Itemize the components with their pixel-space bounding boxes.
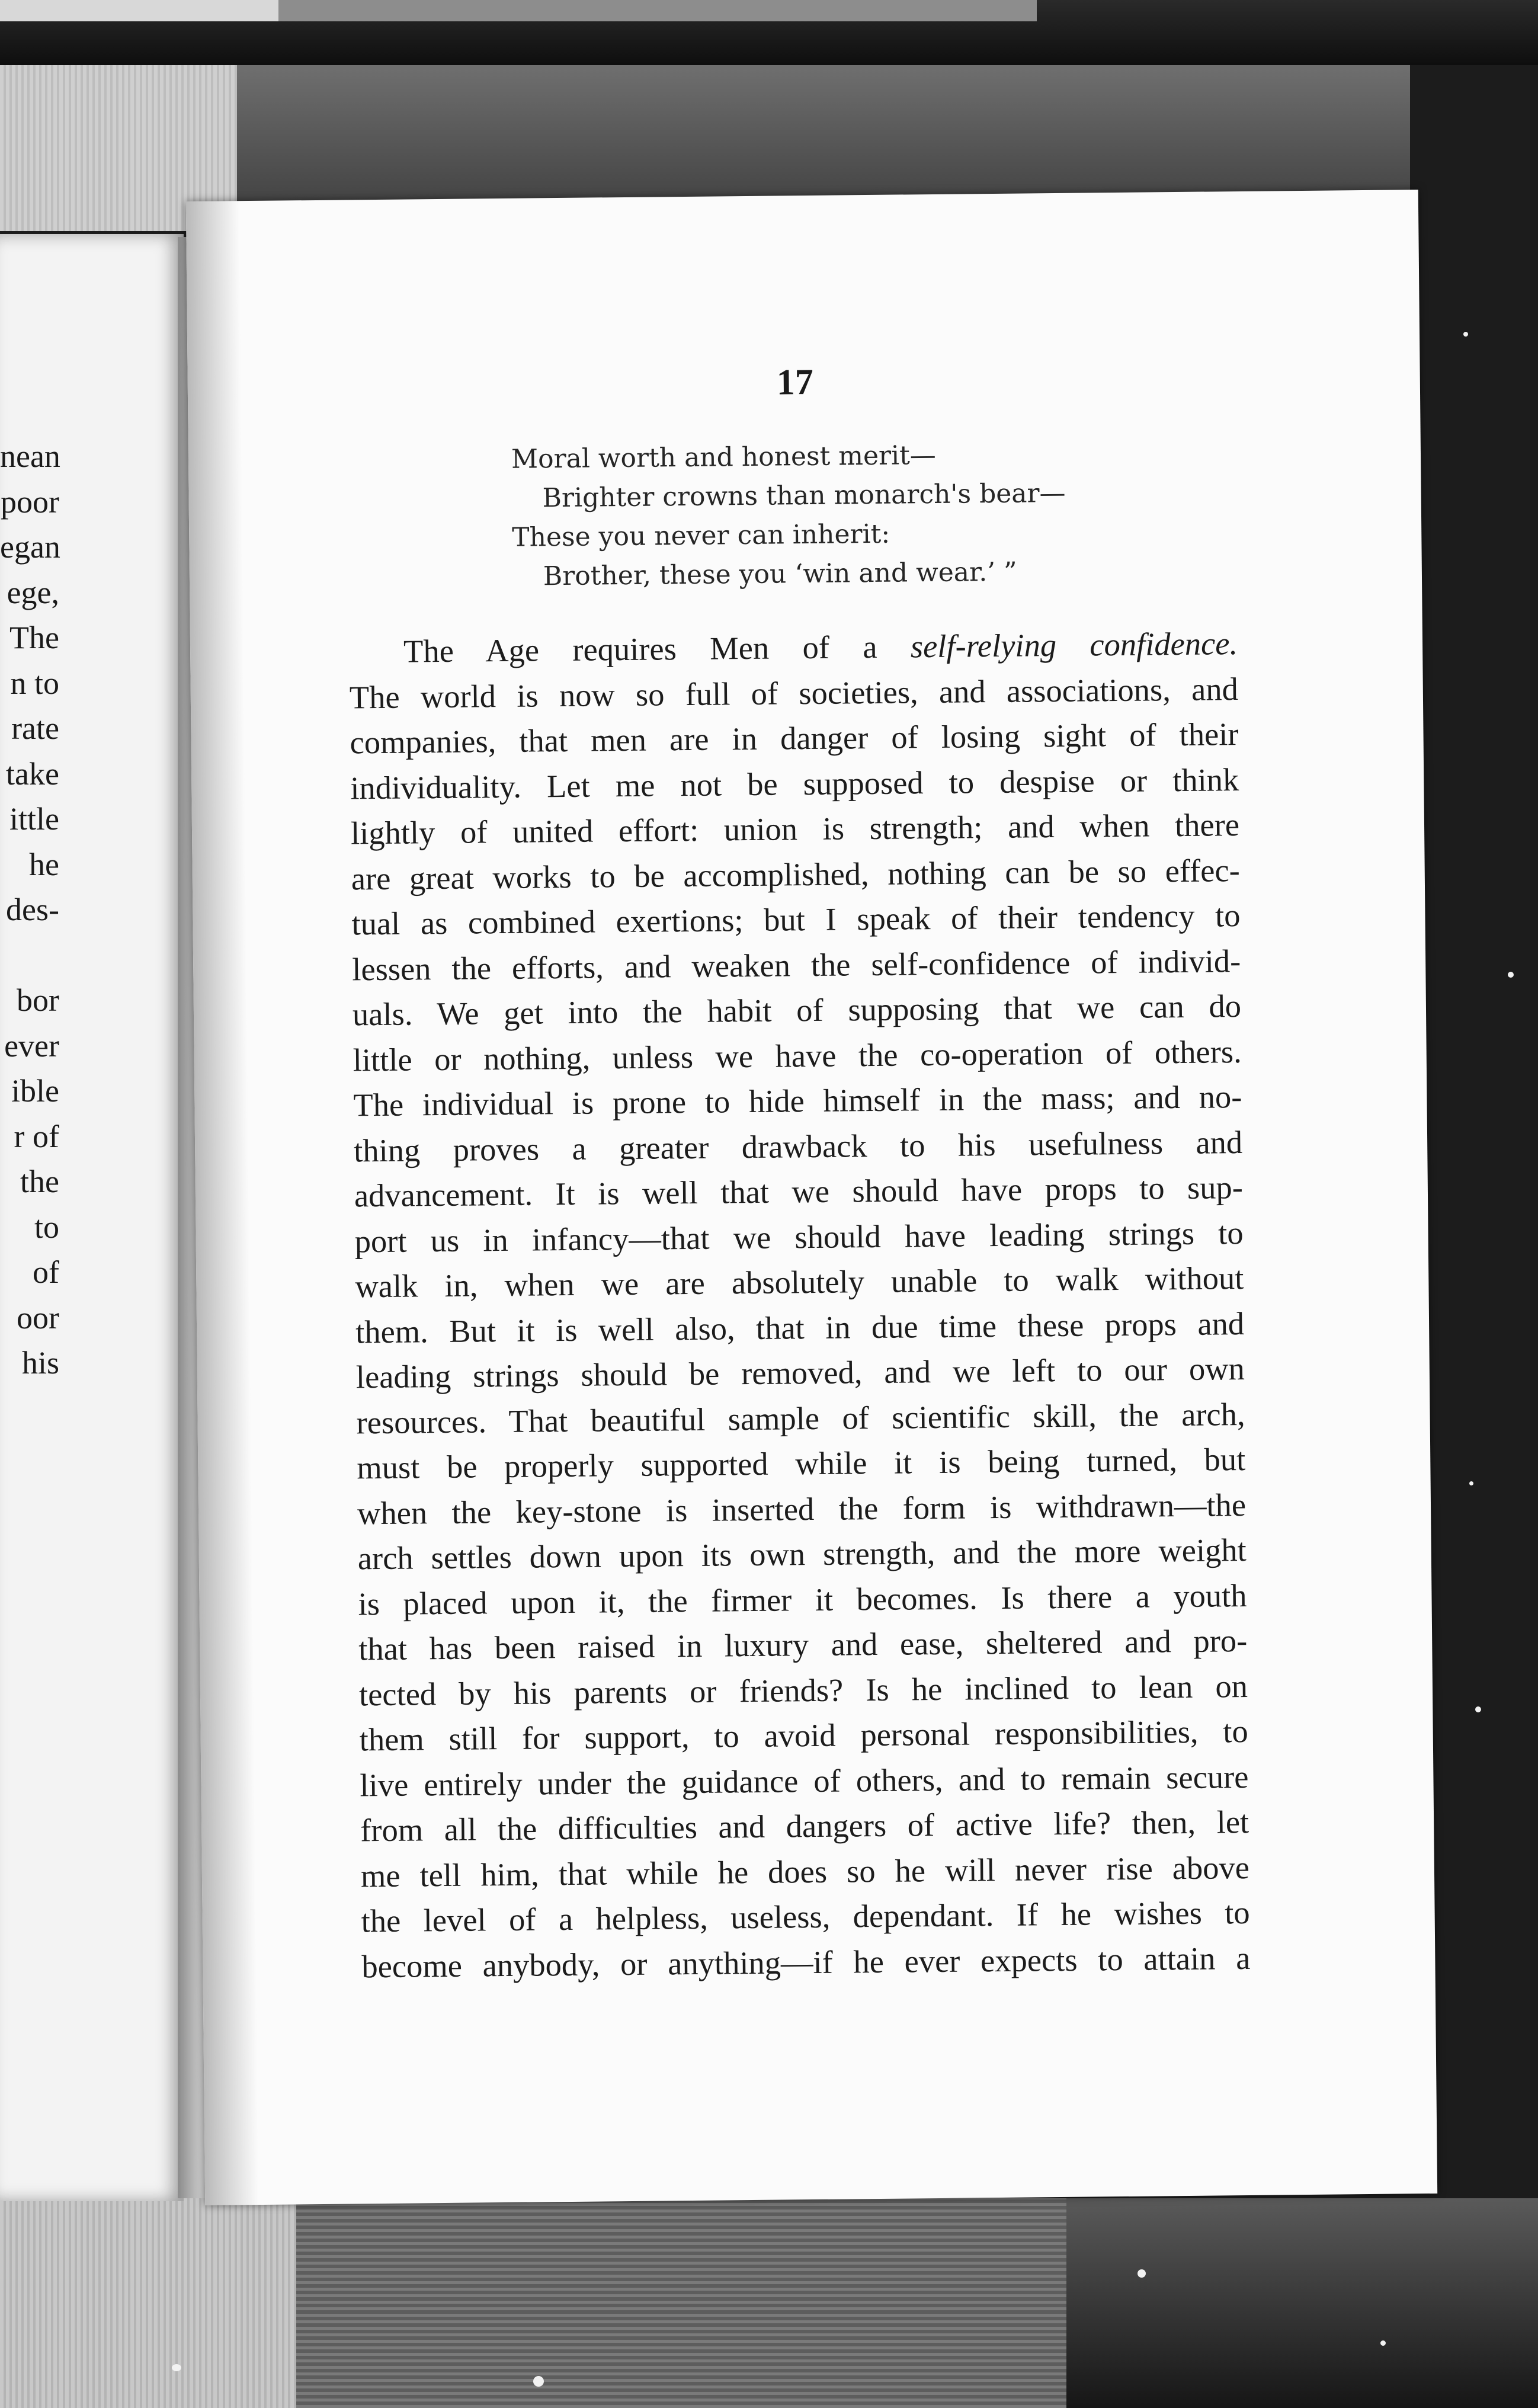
paragraph-line: must be properly supported while it is being turned, but xyxy=(357,1440,1246,1486)
paragraph-line: them. But it is well also, that in due time these props and xyxy=(355,1305,1245,1350)
facing-page-line: to xyxy=(34,1209,59,1245)
paragraph-line: become anybody, or anything—if he ever expects to attain a xyxy=(361,1939,1251,1984)
paragraph-line: live entirely under the guidance of others, and to remain secure xyxy=(360,1758,1249,1803)
facing-page-line: oor xyxy=(17,1299,59,1336)
paragraph-line: walk in, when we are absolutely unable to walk without xyxy=(355,1260,1244,1305)
paragraph-line: are great works to be accomplished, nothing can be so effec- xyxy=(351,851,1241,896)
paragraph-line: The world is now so full of societies, and associations, and xyxy=(349,670,1239,715)
facing-page-line: ible xyxy=(11,1073,59,1109)
paragraph-line: little or nothing, unless we have the co-operation of others. xyxy=(353,1033,1242,1078)
emphasis-text: self-relying confidence. xyxy=(910,625,1238,665)
paragraph-line: tual as combined exertions; but I speak of their tendency to xyxy=(351,897,1241,942)
paragraph-opening: The Age requires Men of a xyxy=(403,628,877,670)
book-cloth-bottom xyxy=(0,2198,296,2408)
paragraph-line: arch settles down upon its own strength, and the more weight xyxy=(357,1531,1247,1577)
facing-page-line: ege, xyxy=(7,574,59,610)
dust-speck xyxy=(1380,2340,1386,2346)
facing-page-line: ever xyxy=(4,1027,59,1064)
paragraph-line: thing proves a greater drawback to his usefulness and xyxy=(353,1123,1243,1168)
facing-page-line: poor xyxy=(1,483,59,520)
verse-line: Moral worth and honest merit— xyxy=(511,440,937,475)
verse-line: These you never can inherit: xyxy=(512,518,890,553)
facing-page-line: egan xyxy=(0,529,60,565)
page-number: 17 xyxy=(776,361,814,403)
paragraph-line: tected by his parents or friends? Is he inclined to lean on xyxy=(358,1667,1248,1712)
facing-page-line: rate xyxy=(11,710,59,746)
dust-speck xyxy=(172,2364,181,2371)
facing-page-line: n to xyxy=(10,665,59,701)
paragraph-line: lessen the efforts, and weaken the self-confidence of individ- xyxy=(351,942,1241,987)
paragraph-line: lightly of united effort: union is strength; and when there xyxy=(350,806,1240,851)
dust-speck xyxy=(1138,2269,1146,2278)
book-page xyxy=(186,190,1437,2205)
facing-page-line: r of xyxy=(14,1118,59,1154)
dust-speck xyxy=(1463,332,1468,337)
paragraph-line: The individual is prone to hide himself in the mass; and no- xyxy=(353,1078,1242,1123)
facing-page-line xyxy=(0,933,59,978)
facing-page-line: ittle xyxy=(9,801,59,837)
paragraph-line: when the key-stone is inserted the form is withdrawn—the xyxy=(357,1486,1247,1531)
dust-speck xyxy=(533,2376,544,2387)
facing-page-line: his xyxy=(21,1345,59,1381)
facing-page-line: of xyxy=(33,1254,59,1290)
paragraph-line: uals. We get into the habit of supposing that we can do xyxy=(352,988,1242,1033)
facing-page-line: nean xyxy=(0,438,60,474)
facing-page-line: des- xyxy=(6,892,59,927)
verse-line: Brighter crowns than monarch's bear— xyxy=(542,478,1066,514)
verse-quotation xyxy=(511,434,1164,597)
paragraph-line: leading strings should be removed, and we left to our own xyxy=(355,1350,1245,1395)
paragraph-line: individuality. Let me not be supposed to despise or think xyxy=(350,761,1239,806)
facing-page-line: The xyxy=(9,620,59,655)
paragraph-line: the level of a helpless, useless, dependant. If he wishes to xyxy=(361,1894,1250,1939)
dust-speck xyxy=(1475,1706,1481,1712)
paragraph-line: port us in infancy—that we should have leading strings to xyxy=(354,1214,1244,1259)
scan-table-surface xyxy=(296,2198,1066,2408)
paragraph-line: me tell him, that while he does so he will never rise above xyxy=(360,1849,1250,1894)
paragraph-line: is placed upon it, the firmer it becomes. Is there a youth xyxy=(358,1577,1247,1622)
dust-speck xyxy=(1508,972,1514,978)
paragraph-line: that has been raised in luxury and ease, sheltered and pro- xyxy=(358,1622,1248,1667)
paragraph-line: resources. That beautiful sample of scientific skill, the arch, xyxy=(356,1395,1245,1440)
paragraph-line: companies, that men are in danger of losing sight of their xyxy=(350,716,1239,761)
paragraph-first-line xyxy=(349,621,1238,675)
facing-page-line: take xyxy=(6,755,59,792)
facing-page-text xyxy=(0,434,59,1386)
scan-background-strip xyxy=(278,0,1037,21)
scan-paper-edge xyxy=(0,0,278,21)
dust-speck xyxy=(1469,1481,1473,1485)
paragraph-line: advancement. It is well that we should have props to sup- xyxy=(354,1169,1244,1214)
facing-page-line: he xyxy=(29,846,59,882)
verse-line: Brother, these you ‘win and wear.’ ” xyxy=(543,556,1017,592)
facing-page-line: the xyxy=(20,1164,59,1199)
body-paragraph xyxy=(349,621,1251,1989)
paragraph-line: them still for support, to avoid personal responsibilities, to xyxy=(359,1712,1248,1758)
facing-page-line: bor xyxy=(17,982,59,1018)
paragraph-line: from all the difficulties and dangers of active life? then, let xyxy=(360,1803,1249,1849)
